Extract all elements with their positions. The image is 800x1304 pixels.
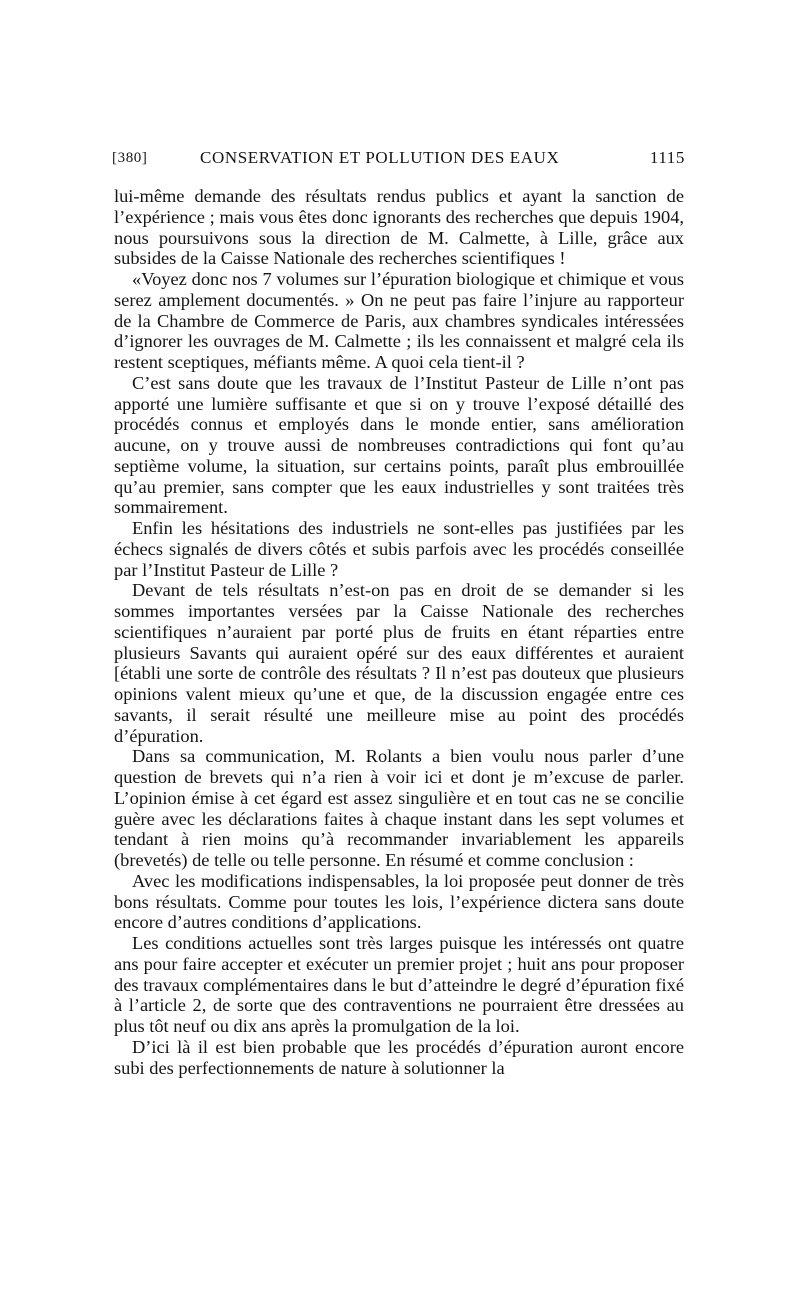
- running-header: [112, 148, 685, 174]
- body-text: [114, 186, 684, 1078]
- paragraph: Avec les modifications indispensables, la loi proposée peut donner de très bons résultats. Comme pour toutes les lois, l’expérience dictera sans doute encore d’autres conditions d’applications.: [114, 870, 684, 933]
- running-title: CONSERVATION ET POLLUTION DES EAUX: [200, 148, 560, 167]
- paragraph: Dans sa communication, M. Rolants a bien voulu nous parler d’une question de brevets qui n’a rien à voir ici et dont je m’excuse de parler. L’opinion émise à cet égard est assez singulière et en tout cas ne se concilie guère avec les déclarations faites à chaque instant dans les sept volumes et tendant à rien moins qu’à recommander invariablement les appareils (brevetés) de telle ou telle personne. En résumé et comme conclusion :: [114, 746, 684, 870]
- paragraph: C’est sans doute que les travaux de l’Institut Pasteur de Lille n’ont pas apporté une lumière suffisante et que si on y trouve l’exposé détaillé des procédés connus et employés dans le monde entier, sans amélioration aucune, on y trouve aussi de nombreuses contradictions qui font qu’au septième volume, la situation, sur certains points, paraît plus embrouillée qu’au premier, sans compter que les eaux industrielles y sont traitées très sommairement.: [114, 372, 684, 518]
- paragraph: Les conditions actuelles sont très larges puisque les intéressés ont quatre ans pour faire accepter et exécuter un premier projet ; huit ans pour proposer des travaux complémentaires dans le but d’atteindre le degré d’épuration fixé à l’article 2, de sorte que des contraventions ne pourraient être dressées au plus tôt neuf ou dix ans après la promulgation de la loi.: [114, 933, 684, 1036]
- paragraph: D’ici là il est bien probable que les procédés d’épuration auront encore subi des perfectionnements de nature à solutionner la: [114, 1036, 684, 1078]
- paragraph: Devant de tels résultats n’est-on pas en droit de se demander si les sommes importantes versées par la Caisse Nationale des recherches scientifiques n’auraient par porté plus de fruits en étant réparties entre plusieurs Savants qui auraient opéré sur des eaux différentes et auraient [établi une sorte de contrôle des résultats ? Il n’est pas douteux que plusieurs opinions valent mieux qu’une et que, de la discussion engagée entre ces savants, il serait résulté une meilleure mise au point des procédés d’épuration.: [114, 580, 684, 746]
- paragraph: Enfin les hésitations des industriels ne sont-elles pas justifiées par les échecs signalés de divers côtés et subis parfois avec les procédés conseillée par l’Institut Pasteur de Lille ?: [114, 518, 684, 580]
- paragraph: «Voyez donc nos 7 volumes sur l’épuration biologique et chimique et vous serez amplement documentés. » On ne peut pas faire l’injure au rapporteur de la Chambre de Commerce de Paris, aux chambres syndicales intéressées d’ignorer les ouvrages de M. Calmette ; ils les connaissent et malgré cela ils restent sceptiques, méfiants même. A quoi cela tient-il ?: [114, 269, 684, 372]
- paragraph: lui-même demande des résultats rendus publics et ayant la sanction de l’expérience ; mais vous êtes donc ignorants des recherches que depuis 1904, nous poursuivons sous la direction de M. Calmette, à Lille, grâce aux subsides de la Caisse Nationale des recherches scientifiques !: [114, 186, 684, 269]
- page-number: 1115: [649, 148, 685, 167]
- page-reference: [380]: [112, 150, 148, 166]
